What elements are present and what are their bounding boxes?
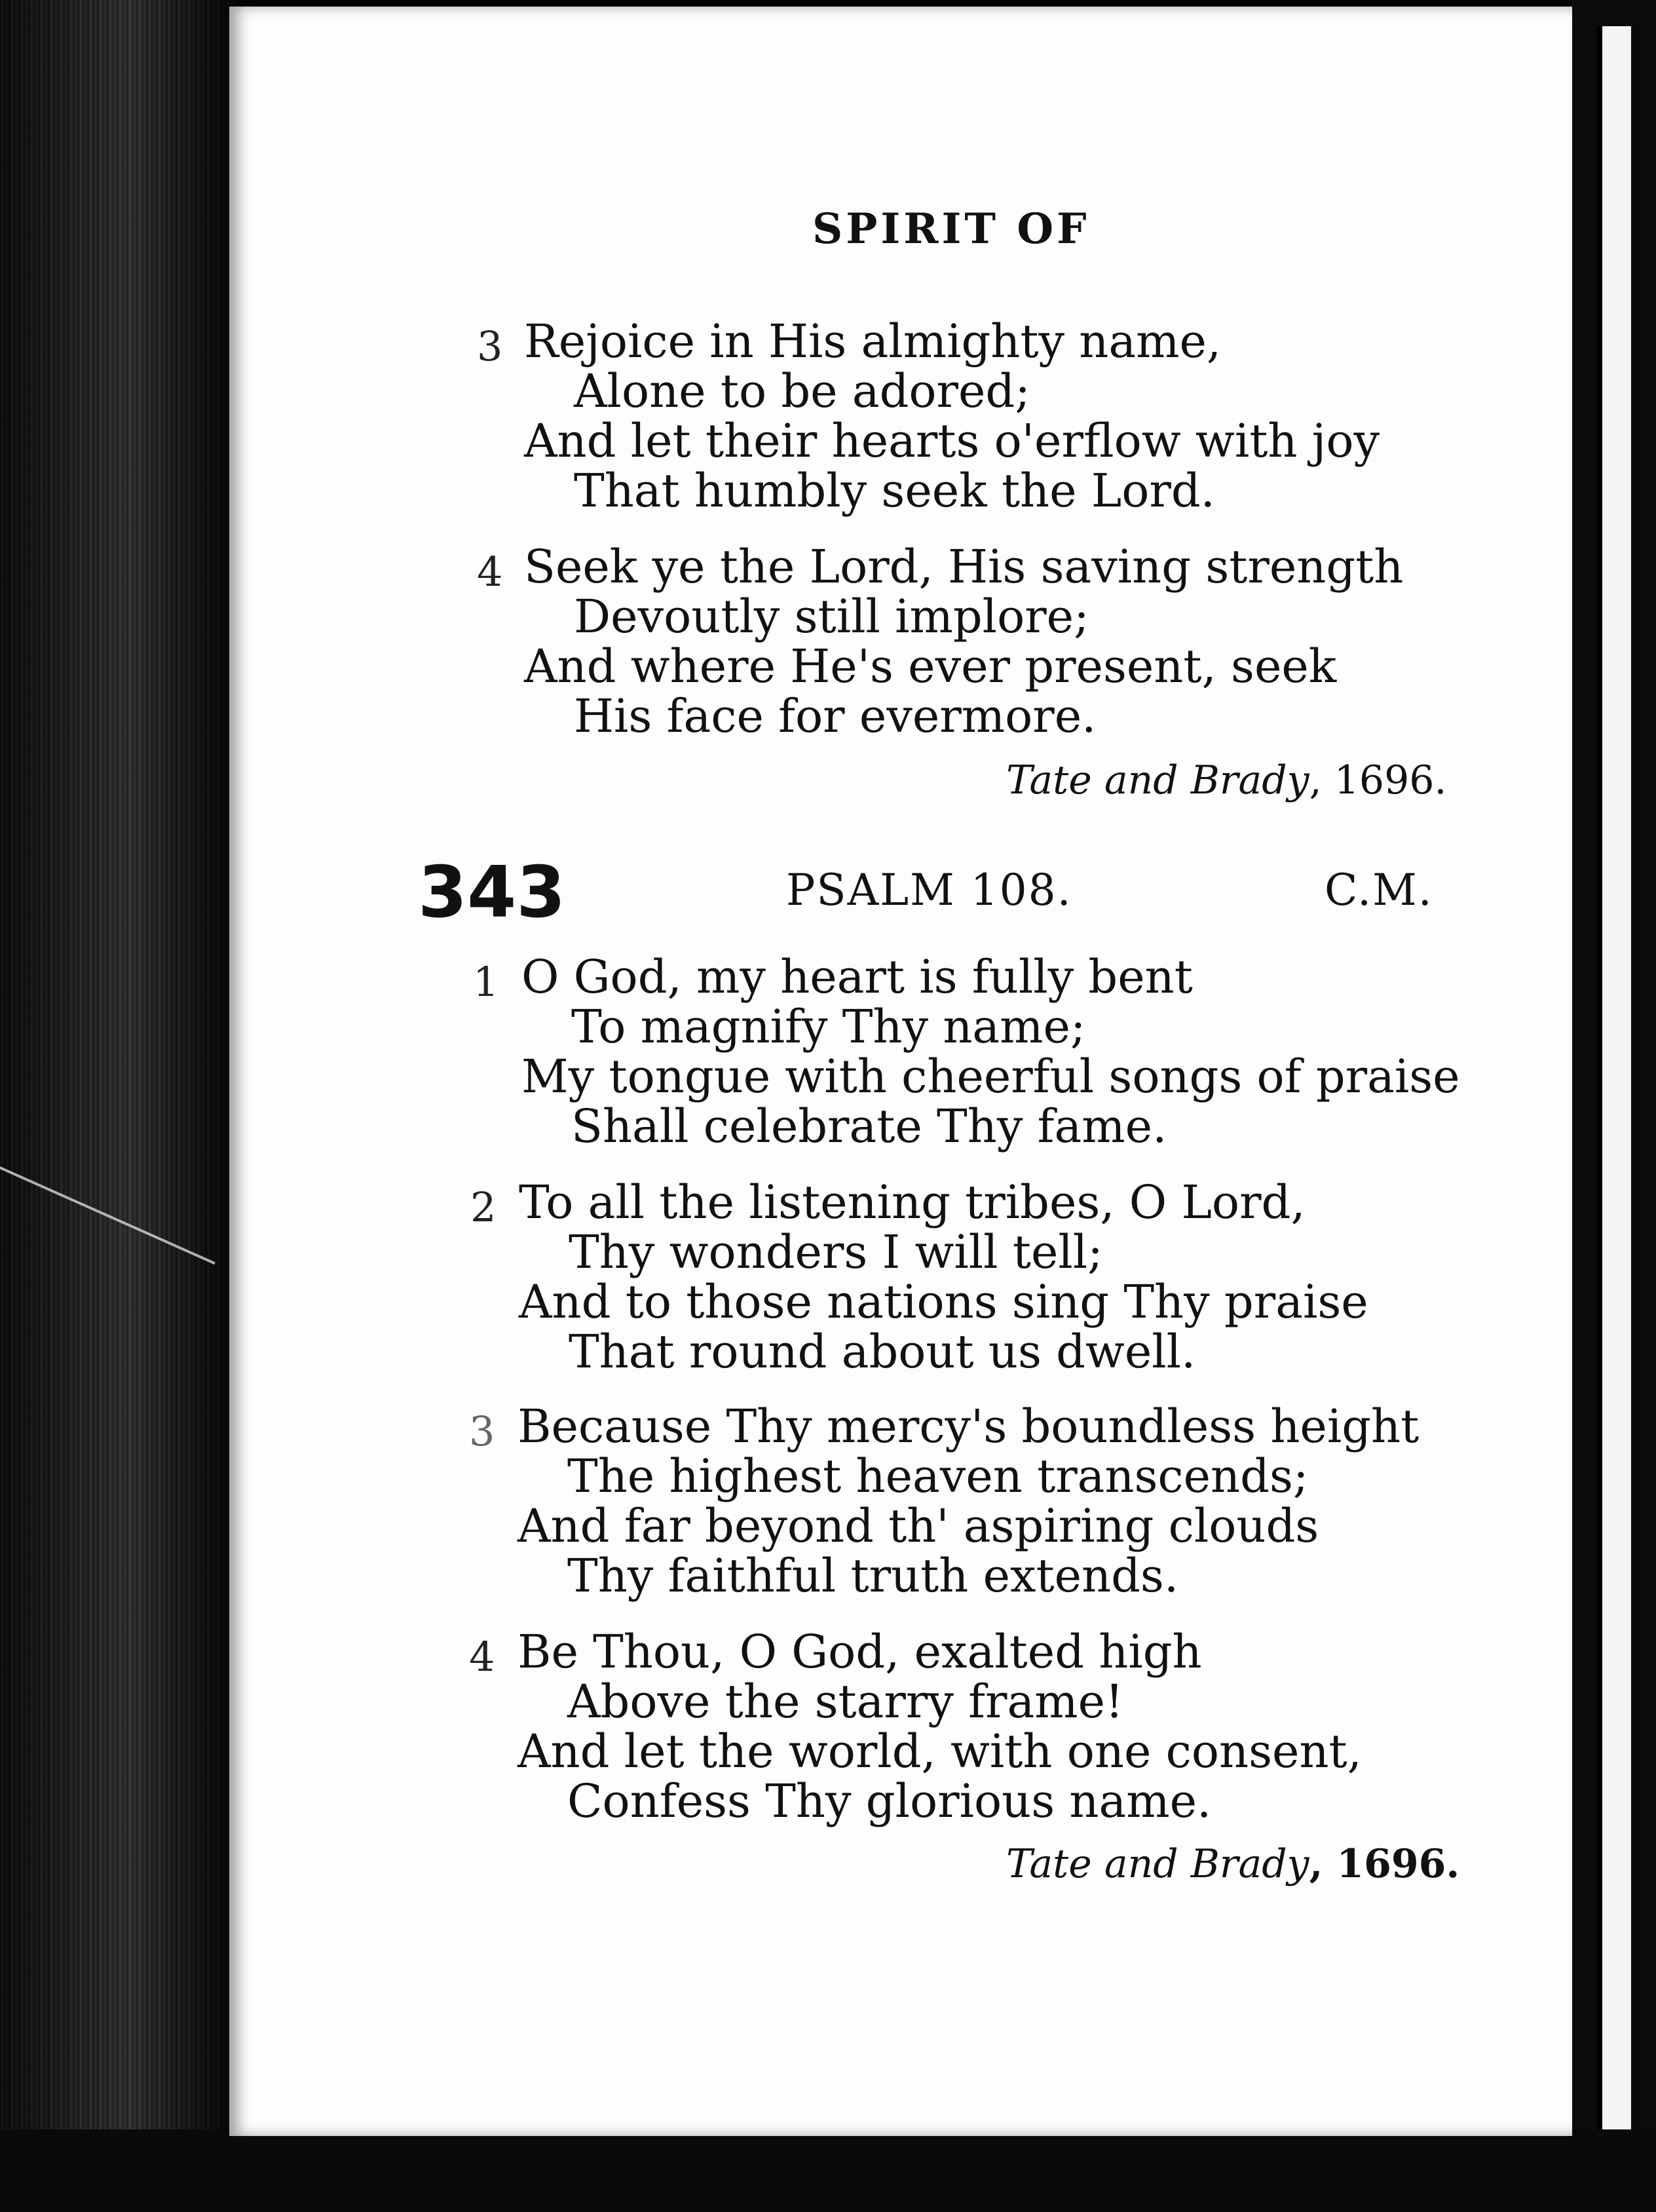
- scan-bottom-border: [0, 2129, 1656, 2212]
- verse-line: His face for evermore.: [574, 689, 1097, 743]
- attribution-authors: Tate and Brady: [1006, 757, 1309, 803]
- attribution: [1006, 757, 1447, 803]
- running-head: SPIRIT OF: [812, 204, 1090, 254]
- attribution-year: , 1696.: [1309, 757, 1447, 803]
- verse-line: Above the starry frame!: [567, 1675, 1124, 1728]
- hymn-meter: C.M.: [1325, 865, 1433, 915]
- verse-number: 3: [477, 322, 503, 370]
- hymn-title: PSALM 108.: [786, 865, 1072, 915]
- verse-line: The highest heaven transcends;: [567, 1449, 1309, 1503]
- verse-number: 2: [470, 1183, 497, 1231]
- verse-line: Seek ye the Lord, His saving strength: [524, 540, 1404, 594]
- attribution-year: , 1696.: [1309, 1841, 1460, 1887]
- verse-line: And let the world, with one consent,: [518, 1725, 1362, 1778]
- verse-line: Rejoice in His almighty name,: [524, 315, 1222, 368]
- spine-shadow: [0, 0, 236, 2212]
- next-page-strip: [1597, 26, 1631, 2136]
- verse-line: That round about us dwell.: [569, 1325, 1196, 1379]
- verse-line: My tongue with cheerful songs of praise: [521, 1050, 1460, 1103]
- verse-line: And to those nations sing Thy praise: [519, 1275, 1368, 1329]
- verse-line: Thy faithful truth extends.: [567, 1549, 1179, 1603]
- verse-line: Alone to be adored;: [574, 364, 1030, 418]
- attribution-authors: Tate and Brady: [1006, 1841, 1309, 1887]
- verse-line: To all the listening tribes, O Lord,: [519, 1175, 1306, 1229]
- attribution: [1006, 1841, 1459, 1887]
- verse-line: O God, my heart is fully bent: [521, 950, 1193, 1004]
- verse-line: Shall celebrate Thy fame.: [571, 1099, 1167, 1153]
- verse-number: 1: [473, 958, 499, 1006]
- verse-line: Devoutly still implore;: [574, 590, 1089, 643]
- verse-line: Be Thou, O God, exalted high: [518, 1625, 1202, 1679]
- verse-line: And where He's ever present, seek: [524, 639, 1337, 693]
- verse-number: 3: [469, 1407, 495, 1455]
- hymn-number: 343: [418, 852, 566, 934]
- verse-line: Confess Thy glorious name.: [567, 1774, 1212, 1828]
- verse-number: 4: [477, 548, 503, 596]
- verse-line: And let their hearts o'erflow with joy: [524, 414, 1380, 468]
- verse-line: And far beyond th' aspiring clouds: [518, 1499, 1319, 1553]
- verse-line: To magnify Thy name;: [571, 1000, 1086, 1054]
- verse-line: Because Thy mercy's boundless height: [518, 1400, 1420, 1453]
- verse-line: Thy wonders I will tell;: [569, 1225, 1103, 1279]
- verse-number: 4: [469, 1633, 495, 1681]
- verse-line: That humbly seek the Lord.: [574, 464, 1215, 518]
